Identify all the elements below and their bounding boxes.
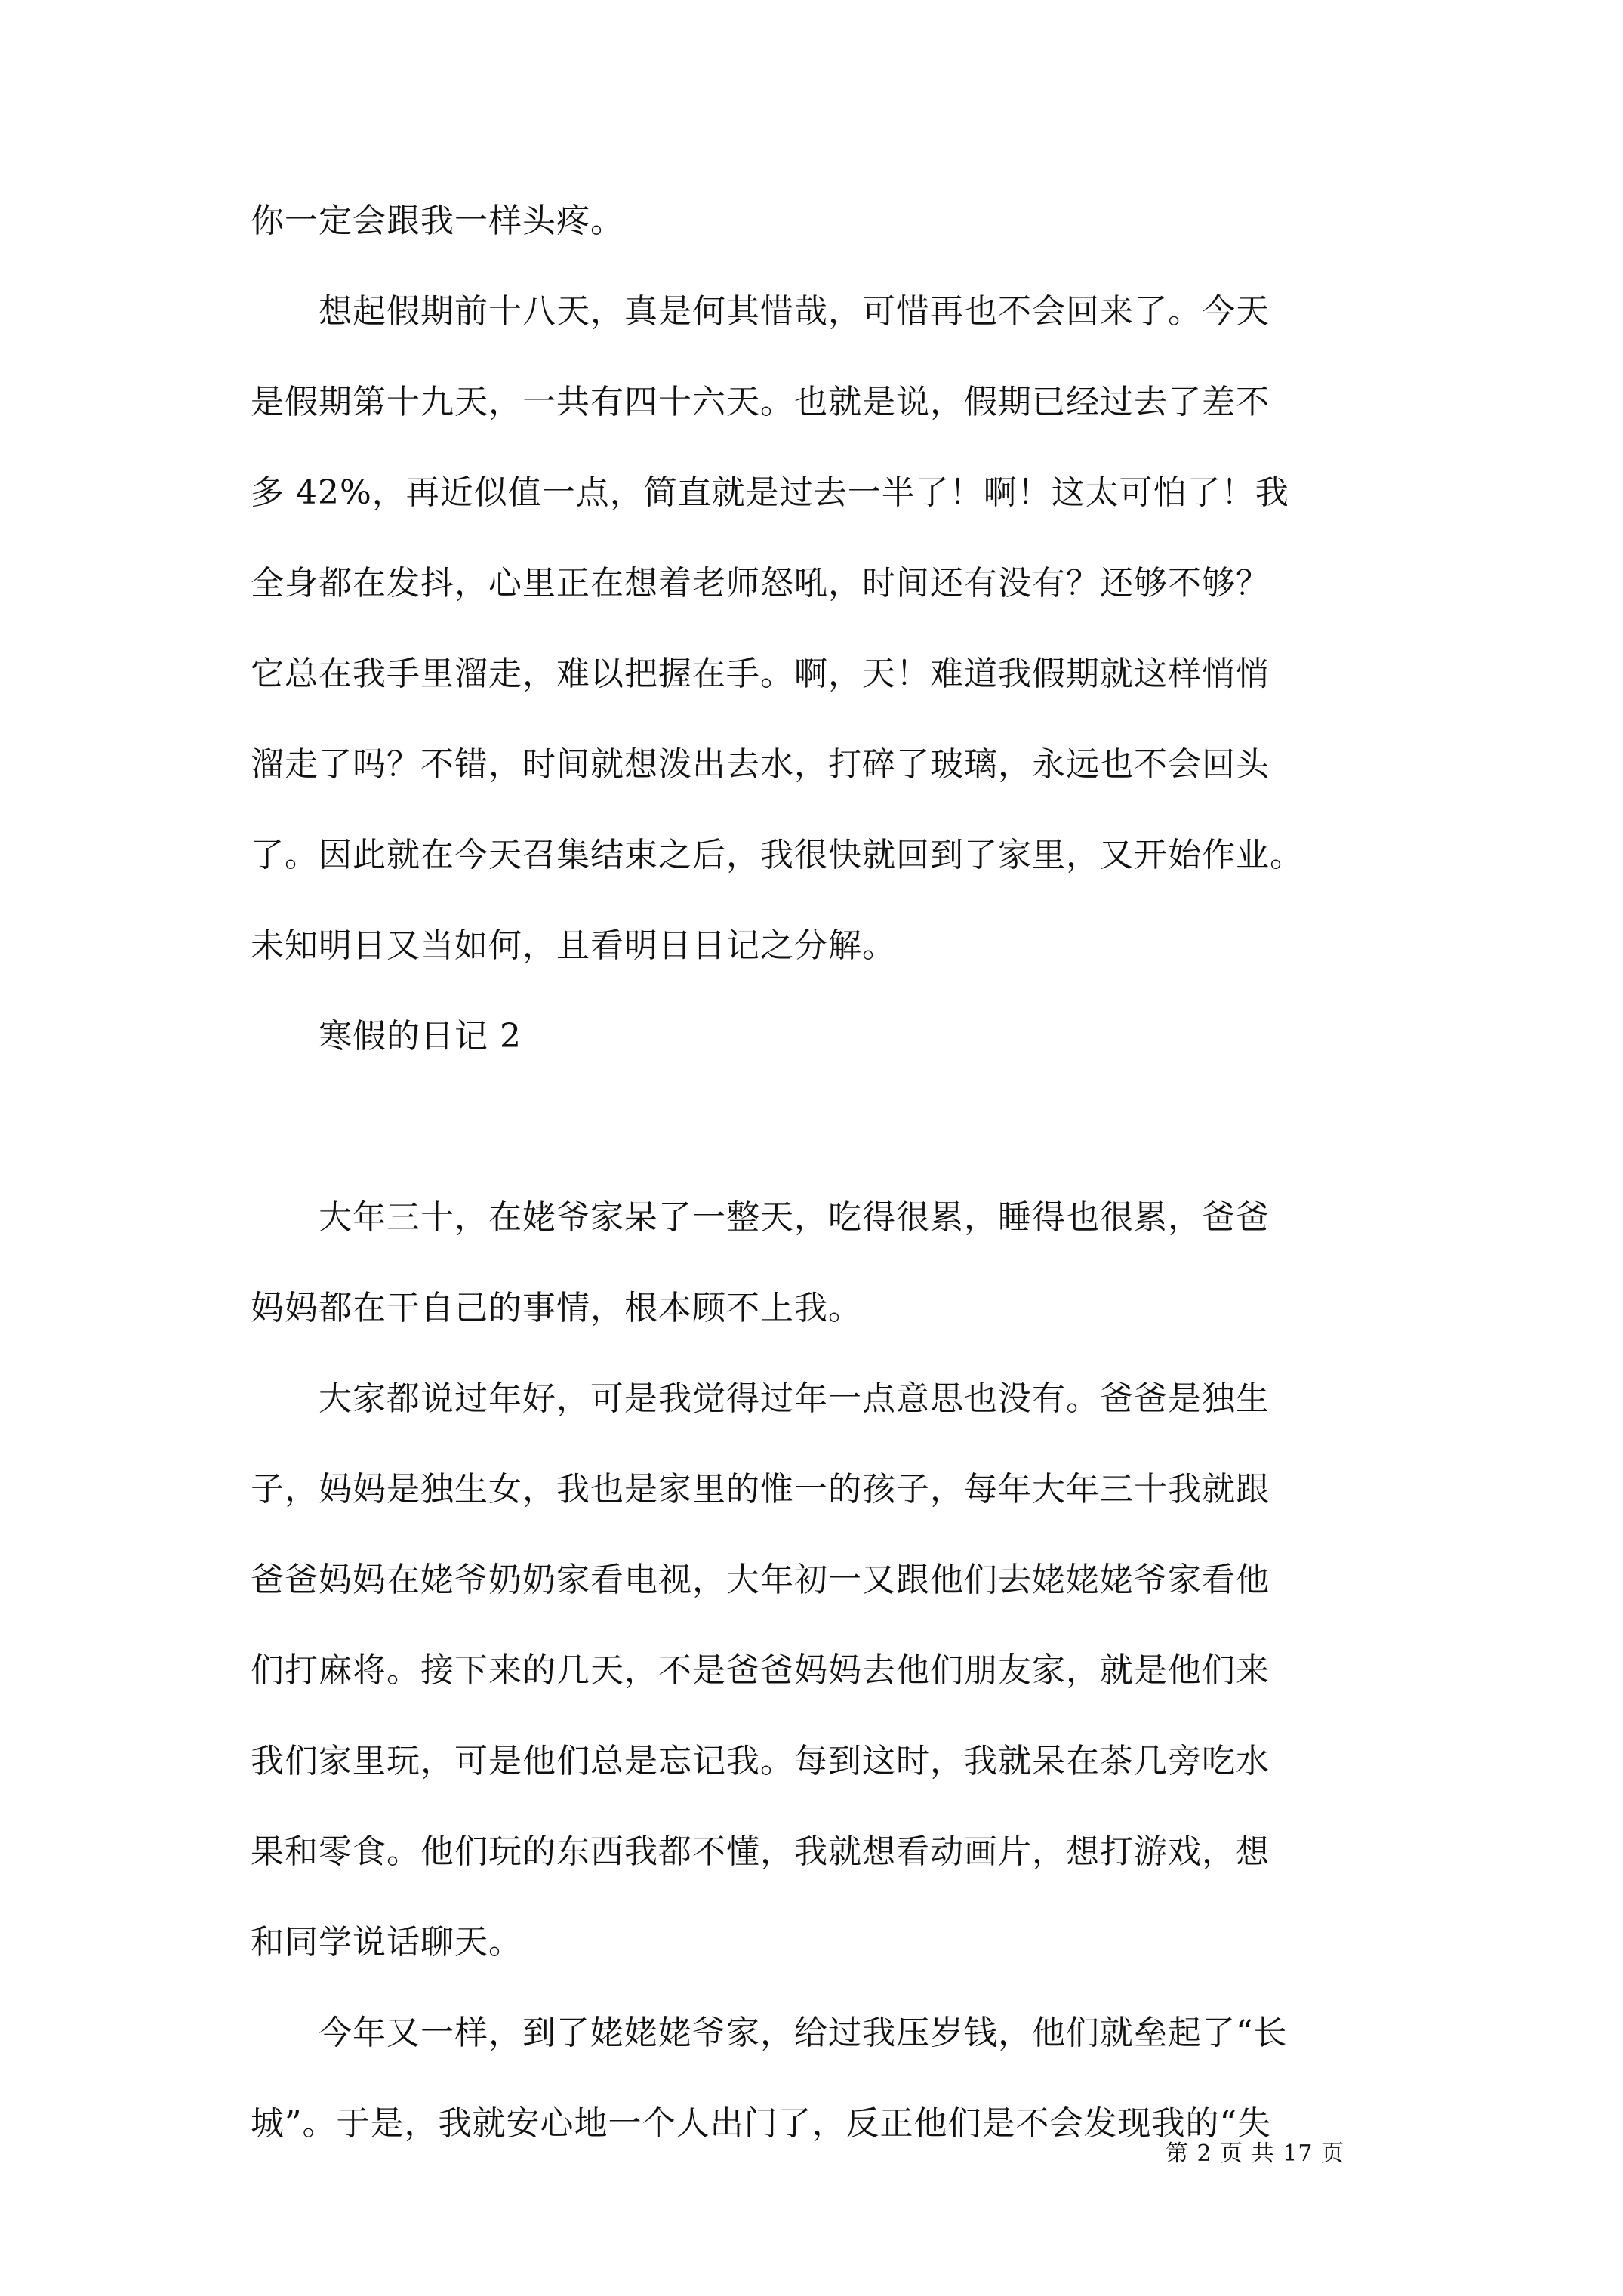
section-heading: 寒假的日记 2 bbox=[251, 1017, 522, 1056]
text-line: 了。因此就在今天召集结束之后，我很快就回到了家里，又开始作业。 bbox=[251, 836, 1304, 874]
text-line: 你一定会跟我一样头疼。 bbox=[251, 202, 624, 240]
text-line: 们打麻将。接下来的几天，不是爸爸妈妈去他们朋友家，就是他们来 bbox=[251, 1651, 1270, 1690]
text-line: 它总在我手里溜走，难以把握在手。啊，天！难道我假期就这样悄悄 bbox=[251, 655, 1270, 693]
text-line: 和同学说话聊天。 bbox=[251, 1923, 522, 1962]
text-line: 多 42%，再近似值一点，简直就是过去一半了！啊！这太可怕了！我 bbox=[251, 473, 1289, 512]
text-line: 城”。于是，我就安心地一个人出门了，反正他们是不会发现我的“失 bbox=[251, 2104, 1271, 2143]
text-line: 大家都说过年好，可是我觉得过年一点意思也没有。爸爸是独生 bbox=[251, 1379, 1270, 1418]
text-line: 子，妈妈是独生女，我也是家里的惟一的孩子，每年大年三十我就跟 bbox=[251, 1470, 1270, 1509]
page-number-footer: 第 2 页 共 17 页 bbox=[1166, 2140, 1344, 2167]
text-line: 是假期第十九天，一共有四十六天。也就是说，假期已经过去了差不 bbox=[251, 383, 1270, 421]
text-line: 爸爸妈妈在姥爷奶奶家看电视，大年初一又跟他们去姥姥姥爷家看他 bbox=[251, 1561, 1270, 1599]
text-line: 溜走了吗？不错，时间就想泼出去水，打碎了玻璃，永远也不会回头 bbox=[251, 745, 1270, 784]
text-line: 全身都在发抖，心里正在想着老师怒吼，时间还有没有？还够不够？ bbox=[251, 564, 1270, 603]
text-line: 未知明日又当如何，且看明日日记之分解。 bbox=[251, 926, 896, 965]
text-line: 今年又一样，到了姥姥姥爷家，给过我压岁钱，他们就垒起了“长 bbox=[251, 2014, 1288, 2052]
text-line: 果和零食。他们玩的东西我都不懂，我就想看动画片，想打游戏，想 bbox=[251, 1832, 1270, 1871]
body-text bbox=[251, 202, 1383, 2143]
text-line: 想起假期前十八天，真是何其惜哉，可惜再也不会回来了。今天 bbox=[251, 292, 1270, 331]
text-line: 我们家里玩，可是他们总是忘记我。每到这时，我就呆在茶几旁吃水 bbox=[251, 1742, 1270, 1780]
text-line: 大年三十，在姥爷家呆了一整天，吃得很累，睡得也很累，爸爸 bbox=[251, 1198, 1270, 1237]
text-line: 妈妈都在干自己的事情，根本顾不上我。 bbox=[251, 1289, 862, 1327]
